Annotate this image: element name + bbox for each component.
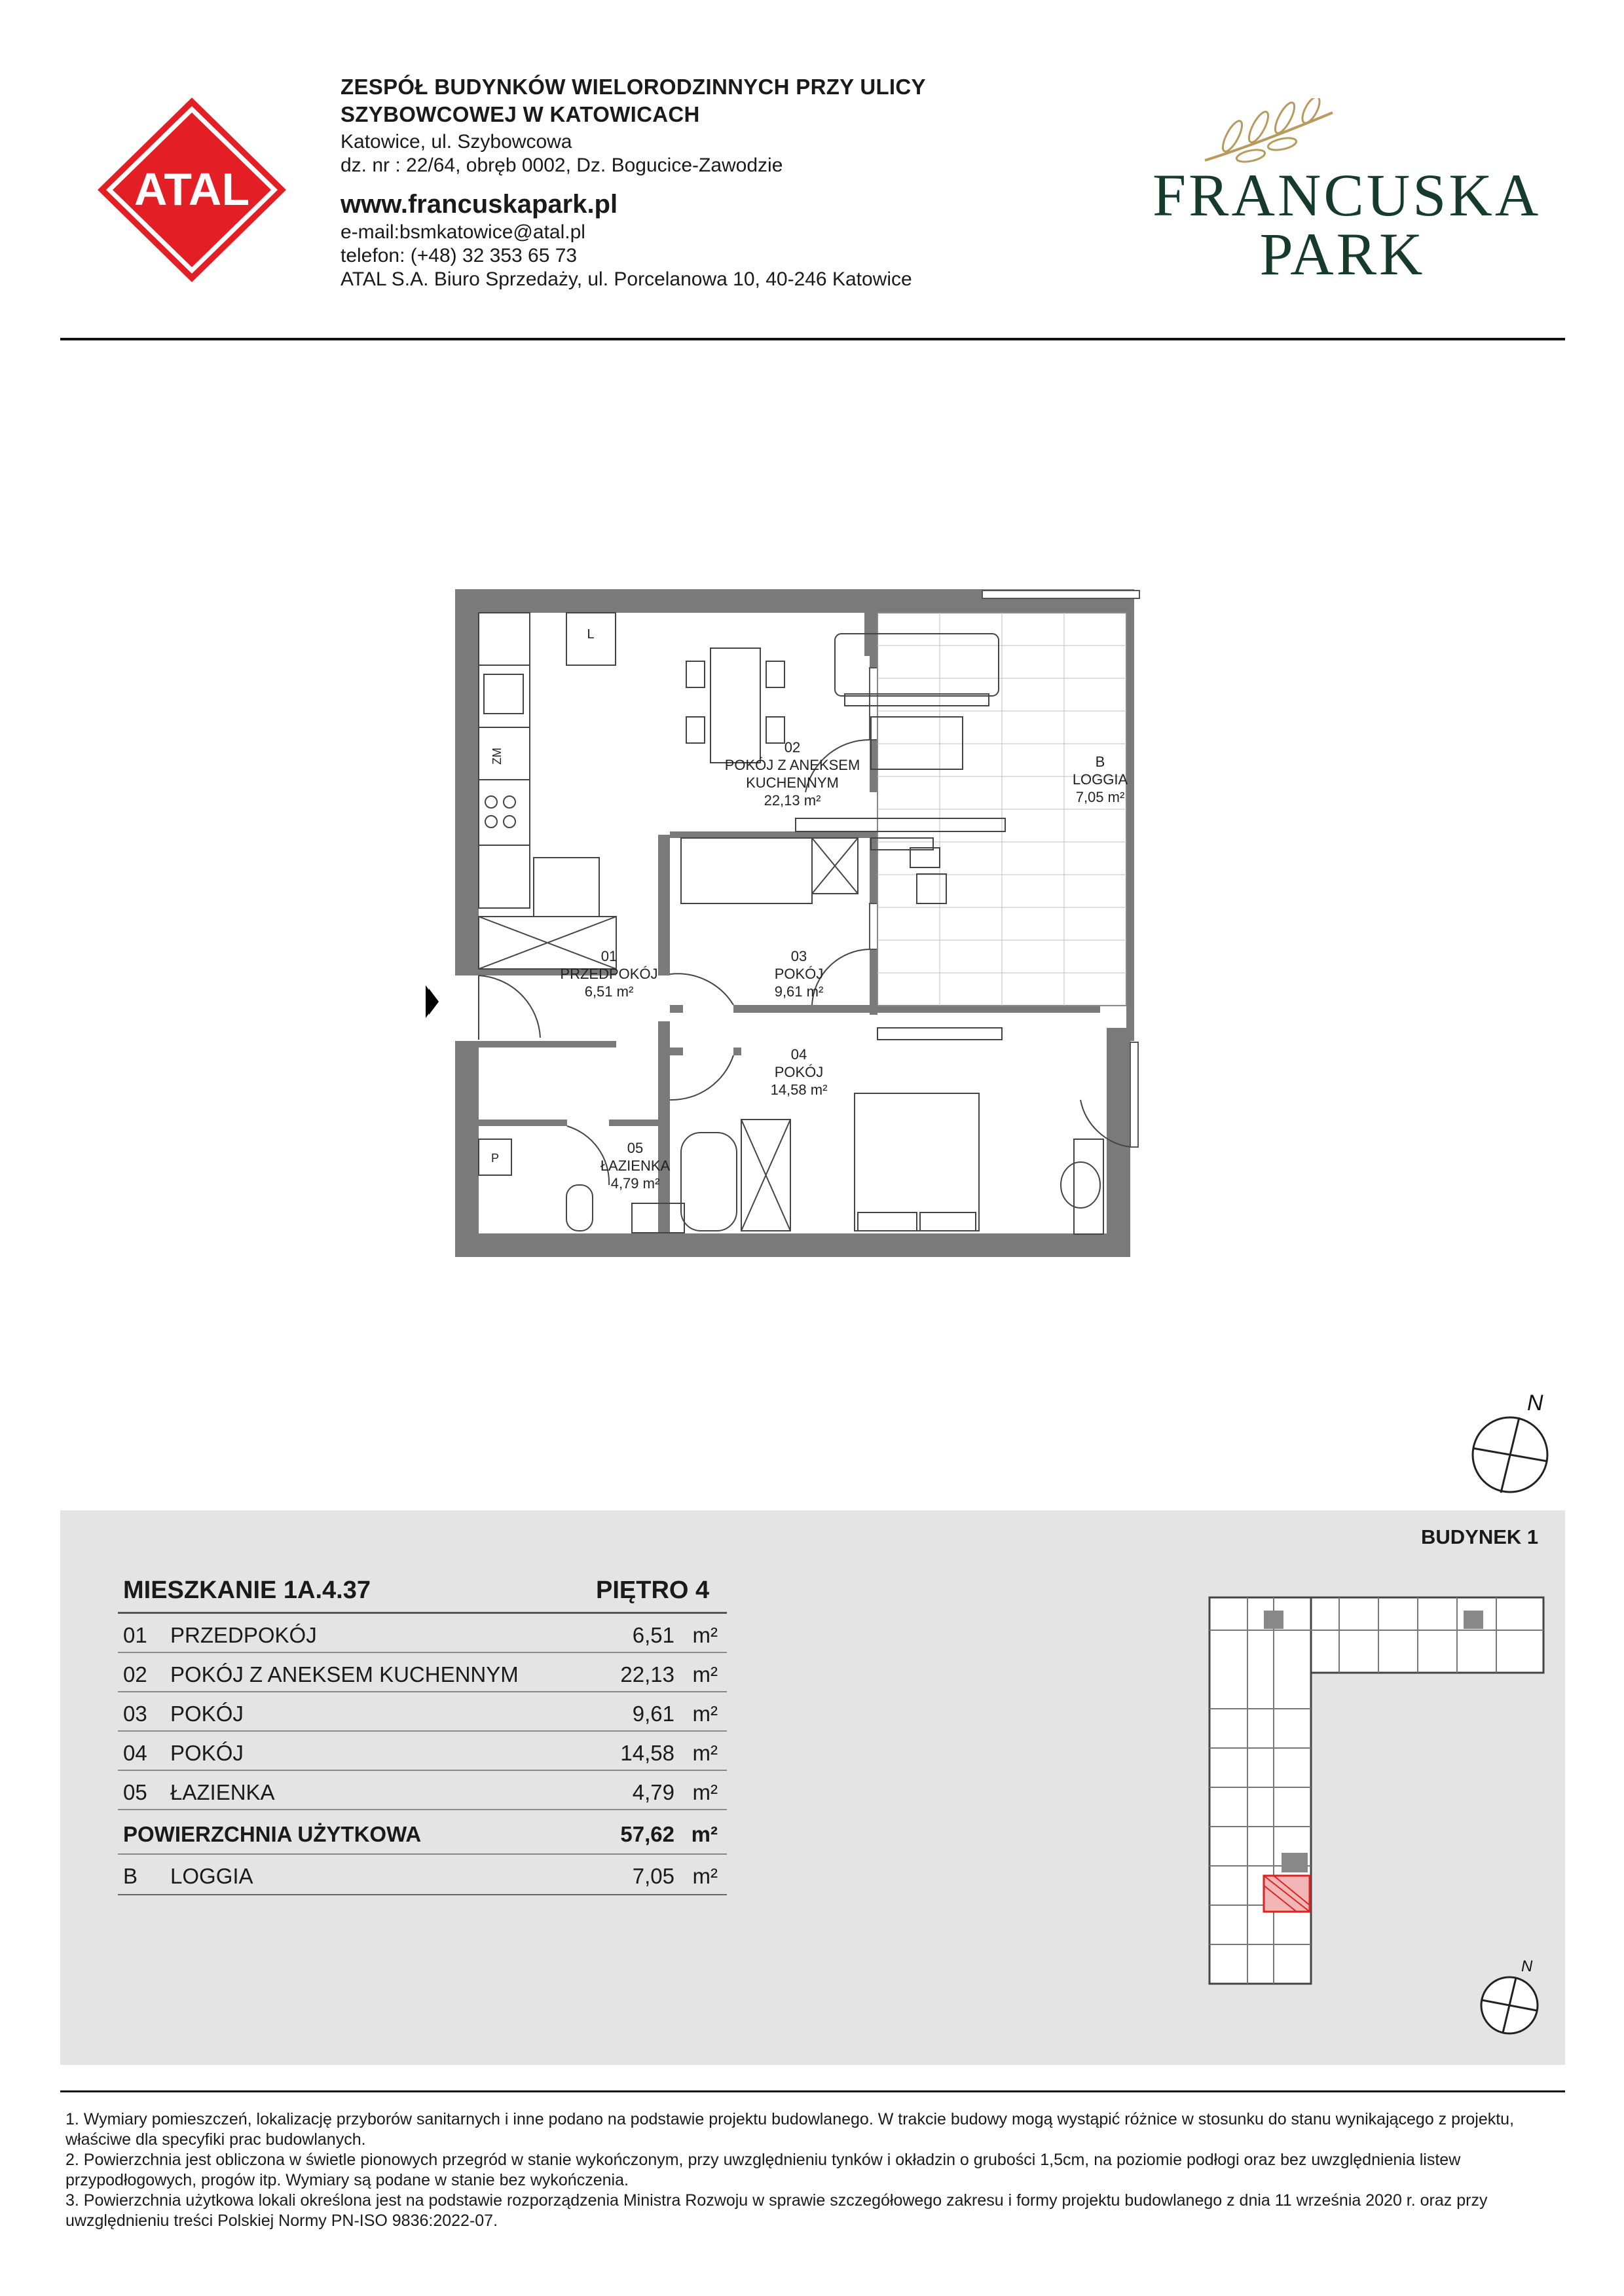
compass-letter-small: N: [1521, 1958, 1533, 1975]
total-area: 57,62: [620, 1822, 674, 1846]
total-row: POWIERZCHNIA UŻYTKOWA 57,62 m²: [118, 1810, 727, 1855]
address: Katowice, ul. Szybowcowa: [341, 131, 572, 153]
washer-label: P: [490, 1152, 500, 1165]
footer-divider: [60, 2090, 1565, 2092]
footnote: 1. Wymiary pomieszczeń, lokalizację przyborów sanitarnych i inne podano na podstawie projektu budowlanego. W trakcie budowy mogą wystąpić różnice w stosunku do stanu wynikającego z projektu, właściwe dla specyfiki prac budowlanych.: [65, 2110, 1515, 2149]
footnote: 2. Powierzchnia jest obliczona w świetle pionowych przegród w stanie wykończonym, przy uwzględnieniu tynków i okładzin o grubości 1,5cm, na poziomie podłogi oraz bez uwzględnienia listew przypodłogowych, progów itp. Wymiary są podane w stanie bez wykończenia.: [65, 2151, 1461, 2189]
north-compass-small-icon: [1477, 1954, 1549, 2036]
room-label-loggia: B LOGGIA 7,05 m²: [1072, 754, 1128, 805]
table-row: 04 POKÓJ 14,58 m²: [118, 1732, 727, 1771]
table-row: 01 PRZEDPOKÓJ 6,51 m²: [118, 1614, 727, 1653]
table-row: B LOGGIA 7,05 m²: [118, 1855, 727, 1895]
atal-logo-text: ATAL: [134, 164, 250, 215]
website-link[interactable]: www.francuskapark.pl: [341, 190, 618, 219]
dishwasher-label: ZM: [490, 748, 504, 765]
compass-letter: N: [1527, 1391, 1543, 1415]
phone: telefon: (+48) 32 353 65 73: [341, 245, 578, 266]
building-key-plan: [1208, 1584, 1549, 1990]
fridge-label: L: [587, 627, 595, 642]
header-divider: [60, 338, 1565, 340]
north-compass-icon: [1467, 1388, 1559, 1499]
table-header: [118, 1571, 727, 1614]
floor-number: PIĘTRO 4: [596, 1576, 710, 1604]
total-label: POWIERZCHNIA UŻYTKOWA: [123, 1822, 422, 1846]
atal-logo: [95, 95, 289, 285]
laurel-icon: [1198, 98, 1342, 167]
email-link[interactable]: e-mail:bsmkatowice@atal.pl: [341, 221, 585, 243]
parcel: dz. nr : 22/64, obręb 0002, Dz. Bogucice-Zawodzie: [341, 155, 783, 176]
project-title-line1: ZESPÓŁ BUDYNKÓW WIELORODZINNYCH PRZY ULICY: [341, 75, 926, 99]
project-title-line2: SZYBOWCOWEJ W KATOWICACH: [341, 102, 700, 126]
sales-office: ATAL S.A. Biuro Sprzedaży, ul. Porcelanowa 10, 40-246 Katowice: [341, 268, 912, 290]
table-row: 02 POKÓJ Z ANEKSEM KUCHENNYM 22,13 m²: [118, 1653, 727, 1692]
project-title: [341, 73, 926, 128]
room-label-02: 02 POKÓJ Z ANEKSEM KUCHENNYM 22,13 m²: [724, 739, 860, 809]
table-row: 05 ŁAZIENKA 4,79 m²: [118, 1771, 727, 1810]
footnotes: [65, 2109, 1565, 2231]
table-row: 03 POKÓJ 9,61 m²: [118, 1692, 727, 1732]
footnote: 3. Powierzchnia użytkowa lokali określona jest na podstawie rozporządzenia Ministra Rozwoju w sprawie szczegółowego zakresu i formy projektu budowlanego z dnia 11 września 2020 r. oraz przy uwzględnieniu treści Polskiej Normy PN-ISO 9836:2022-07.: [65, 2191, 1488, 2230]
building-name: BUDYNEK 1: [1421, 1525, 1539, 1548]
room-label-05: 05 ŁAZIENKA 4,79 m²: [600, 1140, 671, 1192]
room-label-04: 04 POKÓJ 14,58 m²: [770, 1046, 828, 1098]
apartment-number: MIESZKANIE 1A.4.37: [123, 1576, 371, 1604]
room-label-01: 01 PRZEDPOKÓJ 6,51 m²: [560, 948, 658, 1000]
room-label-03: 03 POKÓJ 9,61 m²: [774, 948, 824, 1000]
brand-name-line2: PARK: [1259, 221, 1426, 287]
area-table: [118, 1571, 727, 1895]
brand-name-line1: FRANCUSKA: [1153, 162, 1541, 228]
floor-plan: [419, 576, 1192, 1270]
